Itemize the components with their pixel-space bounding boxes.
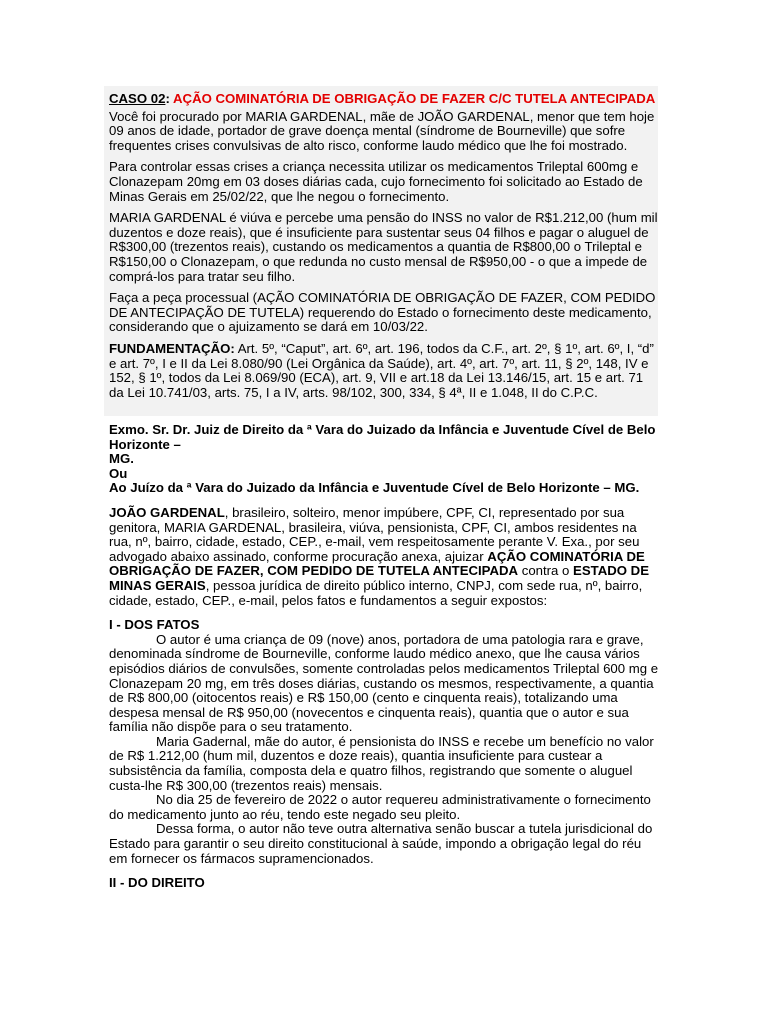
case-legal-basis	[109, 342, 658, 400]
case-action-title: AÇÃO COMINATÓRIA DE OBRIGAÇÃO DE FAZER C/C TUTELA ANTECIPADA	[173, 91, 656, 106]
facts-paragraph-2: Maria Gadernal, mãe do autor, é pensionista do INSS e recebe um benefício no valor de R$ 1.212,00 (hum mil, duzentos e doze reais), quantia insuficiente para custear a subsistência da família, composta dela e quatro filhos, registrando que somente o aluguel custa-lhe R$ 300,00 (trezentos reais) mensais.	[109, 733, 654, 793]
court-address-line-2: MG.	[109, 451, 134, 467]
legal-basis-label: FUNDAMENTAÇÃO:	[109, 340, 235, 356]
plaintiff-name: JOÃO GARDENAL	[109, 504, 225, 520]
case-title	[109, 92, 658, 107]
intro-text-3: , pessoa jurídica de direito público interno, CNPJ, com sede rua, nº, bairro, cidade, estado, CEP., e-mail, pelos fatos e fundamentos a seguir expostos:	[109, 577, 643, 608]
intro-text-2: contra o	[518, 563, 574, 579]
facts-paragraph-3: No dia 25 de fevereiro de 2022 o autor requereu administrativamente o fornecimento do medicamento junto ao réu, tendo este negado seu pleito.	[109, 792, 651, 822]
facts-paragraph-1: O autor é uma criança de 09 (nove) anos, portadora de uma patologia rara e grave, denominada síndrome de Bourneville, conforme laudo médico anexo, que lhe causa vários episódios diários de convulsões, somente controladas pelos medicamentos Trileptal 600 mg e Clonazepam 20 mg, em três doses diárias, custando os mesmos, respectivamente, a quantia de R$ 800,00 (oitocentos reais) e R$ 150,00 (cento e cinquenta reais), totalizando uma despesa mensal de R$ 950,00 (novecentos e cinquenta reais), quantia que o autor e sua família não dispõe para o seu tratamento.	[109, 631, 659, 735]
court-address-line-3: Ao Juízo da ª Vara do Juizado da Infância e Juventude Cível de Belo Horizonte – MG.	[109, 480, 640, 496]
court-address	[109, 423, 661, 496]
case-paragraph-4: Faça a peça processual (AÇÃO COMINATÓRIA DE OBRIGAÇÃO DE FAZER, COM PEDIDO DE ANTECIPAÇÃO DE TUTELA) requerendo do Estado o fornecimento deste medicamento, considerando que o ajuizamento se dará em 10/03/22.	[109, 290, 656, 335]
case-paragraph-2: Para controlar essas crises a criança necessita utilizar os medicamentos Trileptal 600mg e Clonazepam 20mg em 03 doses diárias cada, cujo fornecimento foi solicitado ao Estado de Minas Gerais em 25/02/22, que lhe negou o fornecimento.	[109, 159, 643, 204]
case-paragraph-1: Você foi procurado por MARIA GARDENAL, mãe de JOÃO GARDENAL, menor que tem hoje 09 anos de idade, portador de grave doença mental (síndrome de Bourneville) que sofre frequentes crises convulsivas de alto risco, conforme laudo médico que lhe foi mostrado.	[109, 108, 655, 153]
petition-body	[109, 423, 661, 891]
case-label: CASO 02	[109, 91, 166, 106]
case-statement-box	[104, 86, 658, 416]
facts-paragraph-4: Dessa forma, o autor não teve outra alternativa senão buscar a tutela jurisdicional do Estado para garantir o seu direito constitucional à saúde, impondo a obrigação legal do réu em fornecer os fármacos supramencionados.	[109, 821, 653, 866]
case-paragraph-3: MARIA GARDENAL é viúva e percebe uma pensão do INSS no valor de R$1.212,00 (hum mil duzentos e doze reais), que é insuficiente para sustentar seus 04 filhos e pagar o aluguel de R$300,00 (trezentos reais), custando os medicamentos a quantia de R$800,00 o Trileptal e R$150,00 o Clonazepam, o que redunda no custo mensal de R$950,00 - o que a impede de comprá-los para tratar seu filho.	[109, 210, 658, 284]
defendant-name: ESTADO DE MINAS GERAIS	[109, 563, 650, 593]
petition-intro	[109, 506, 661, 608]
court-address-line-1: Exmo. Sr. Dr. Juiz de Direito da ª Vara do Juizado da Infância e Juventude Cível de Belo Horizonte –	[109, 422, 656, 452]
intro-text-1: , brasileiro, solteiro, menor impúbere, CPF, CI, representado por sua genitora, MARIA GARDENAL, brasileira, viúva, pensionista, CPF, CI, ambos residentes na rua, nº, bairro, cidade, estado, CEP., e-mail, vem respeitosamente perante V. Exa., por seu advogado abaixo assinado, conforme procuração anexa, ajuizar	[109, 504, 640, 564]
action-name: AÇÃO COMINATÓRIA DE OBRIGAÇÃO DE FAZER, COM PEDIDO DE TUTELA ANTECIPADA	[109, 548, 645, 579]
legal-basis-text: Art. 5º, “Caput”, art. 6º, art. 196, todos da C.F., art. 2º, § 1º, art. 6º, I, “d” e art. 7º, I e II da Lei 8.080/90 (Lei Orgânica da Saúde), art. 4º, art. 7º, art. 11, § 2º, 148, IV e 152, § 1º, todos da Lei 8.069/90 (ECA), art. 9, VII e art.18 da Lei 13.146/15, art. 15 e art. 71 da Lei 10.741/03, arts. 75, I a IV, arts. 98/102, 300, 334, § 4ª, II e 1.048, II do C.P.C.	[109, 340, 654, 400]
section-heading-law: II - DO DIREITO	[109, 875, 205, 891]
section-heading-facts: I - DOS FATOS	[109, 617, 200, 633]
court-address-or: Ou	[109, 465, 128, 481]
case-label-separator: :	[165, 91, 174, 106]
